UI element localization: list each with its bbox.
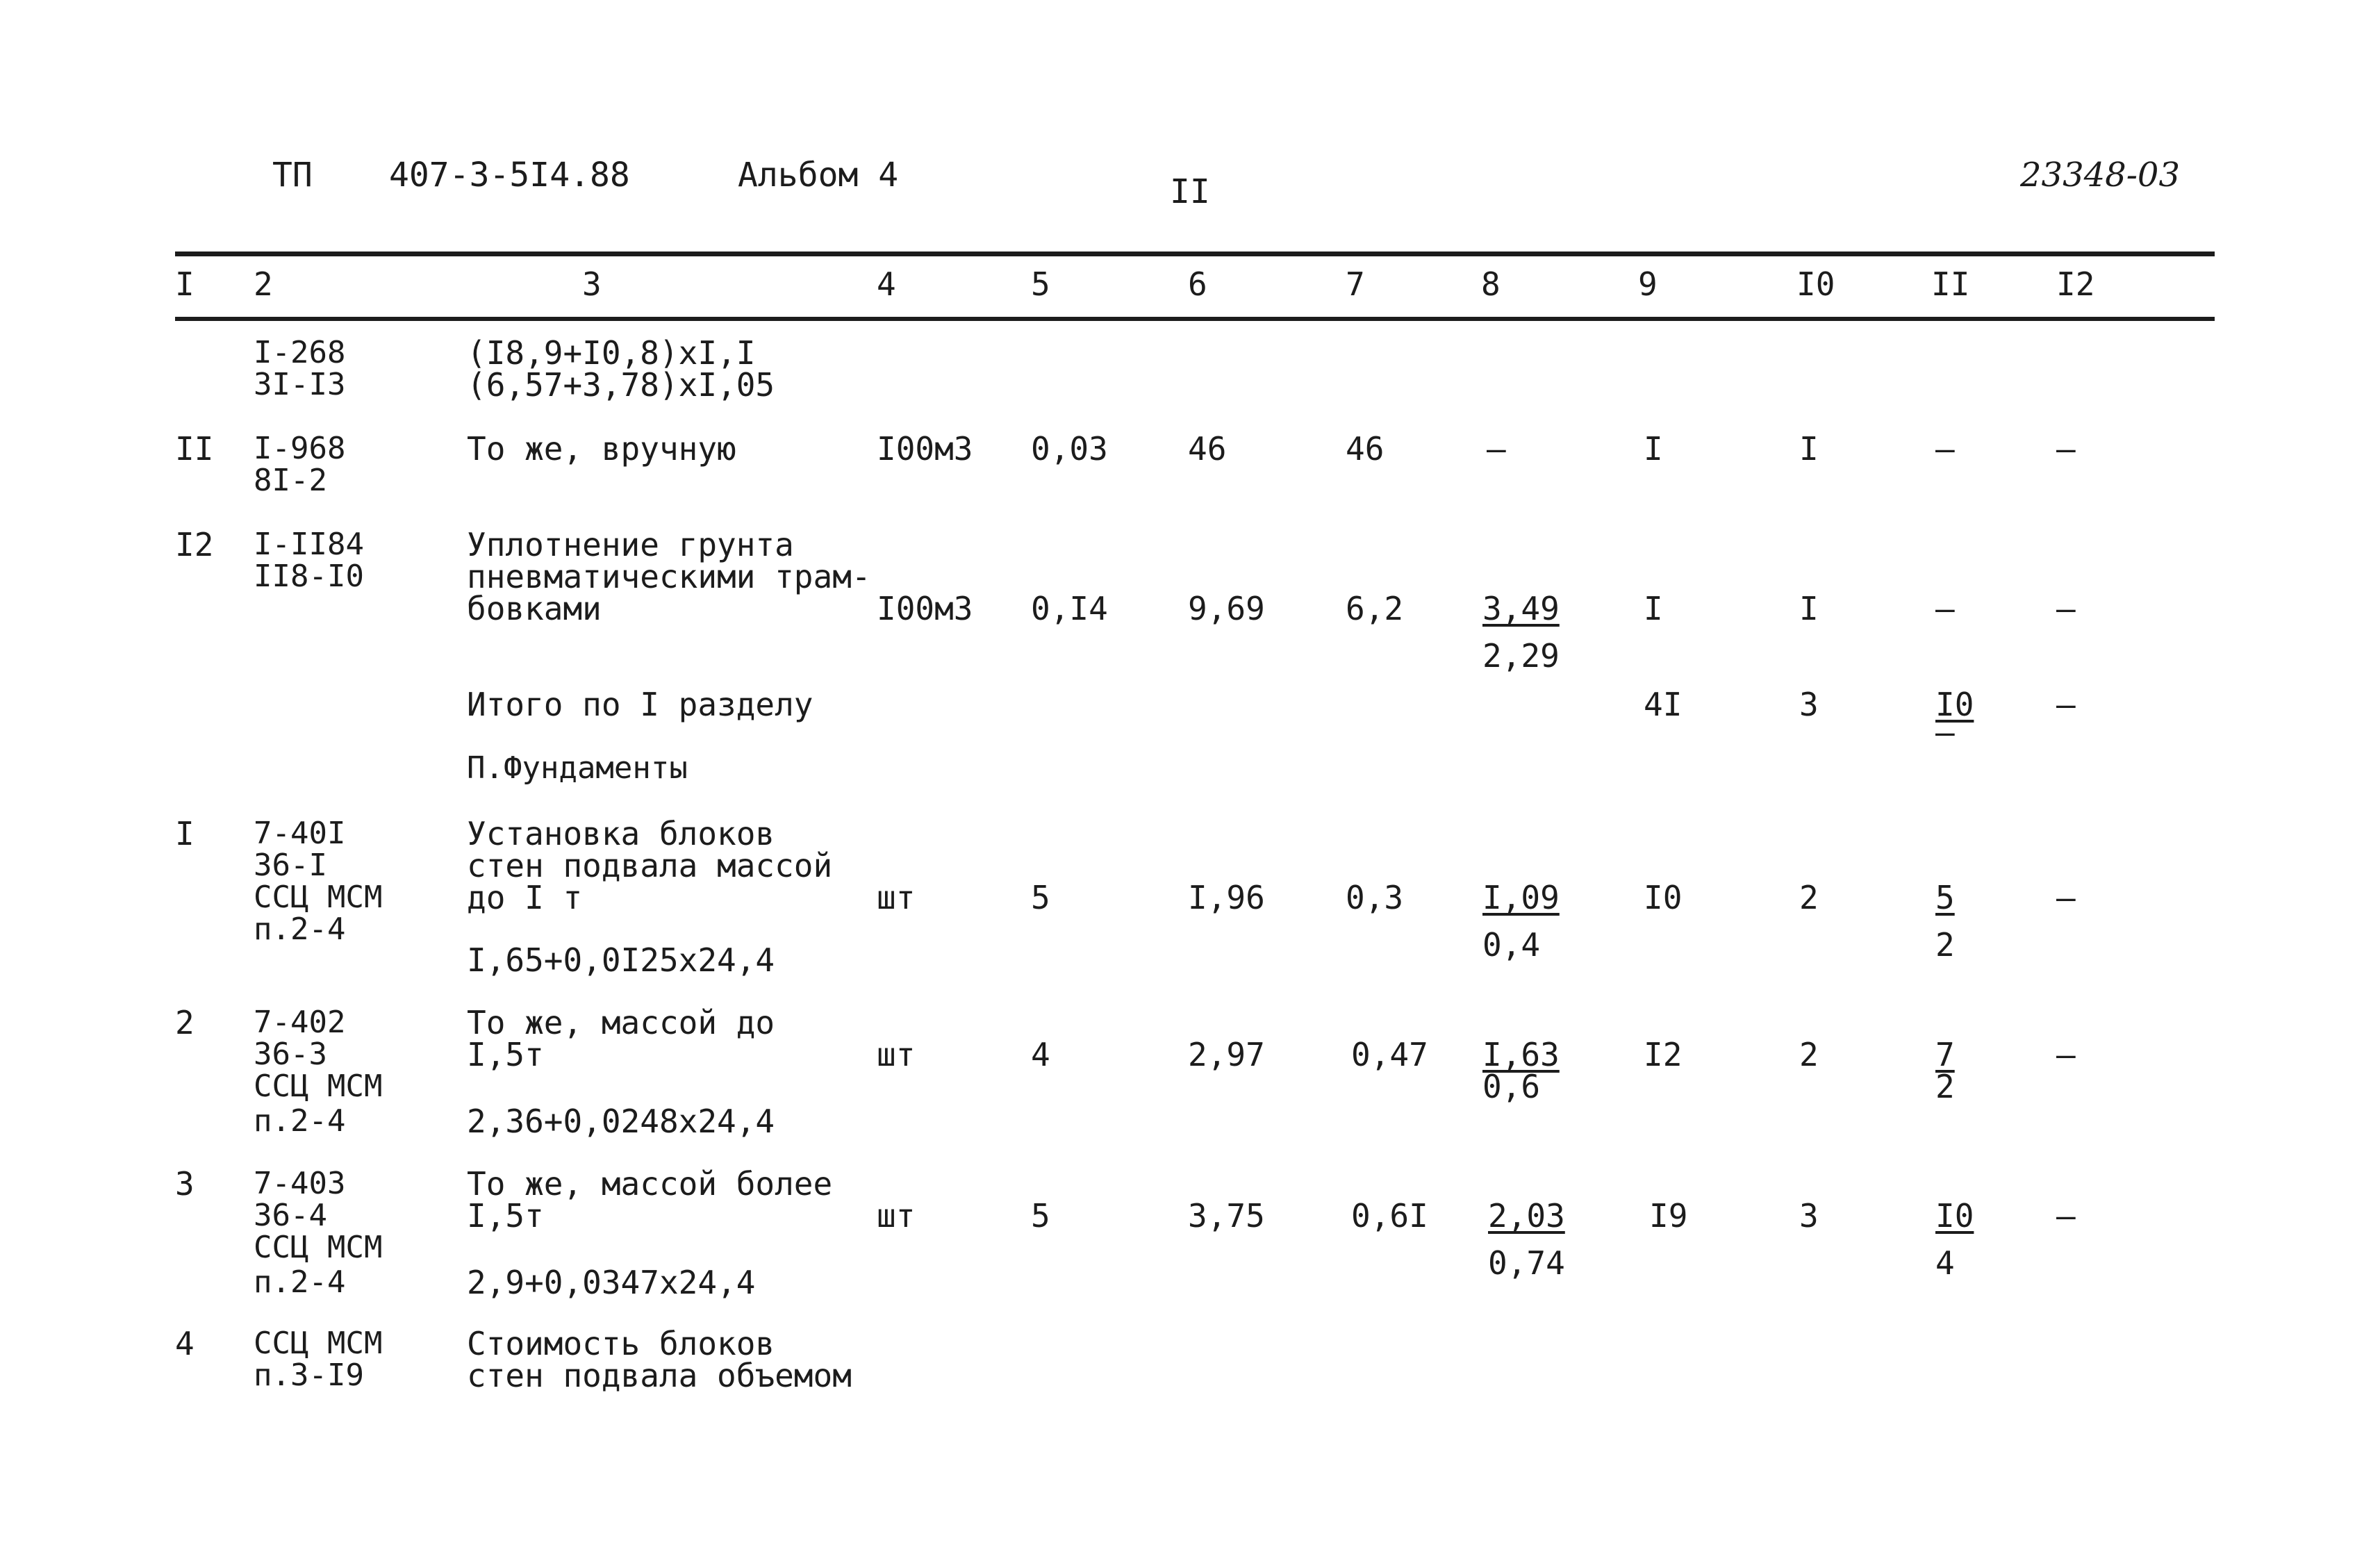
row-col6: 2,97 [1188, 1036, 1265, 1073]
row-col10: I [1799, 590, 1819, 627]
row-col10: 3 [1799, 686, 1819, 723]
table-top-rule [175, 251, 2215, 256]
row-number: I [175, 815, 195, 852]
row-col8-denominator: 0,4 [1482, 926, 1541, 964]
row-description-line: То же, вручную [467, 430, 736, 468]
row-col7: 46 [1346, 430, 1385, 468]
row-col11-denominator: 2 [1935, 926, 1955, 964]
row-col8-numerator: 3,49 [1482, 590, 1560, 627]
row-code-line: ССЦ МСМ [254, 880, 383, 915]
row-number: 3 [175, 1165, 195, 1203]
row-code-line: 36-I [254, 848, 327, 883]
album-label: Альбом 4 [738, 156, 899, 195]
row-col7: 6,2 [1346, 590, 1404, 627]
row-col6: 9,69 [1188, 590, 1265, 627]
doc-type: ТП [272, 156, 313, 195]
row-col12: – [2056, 686, 2076, 723]
row-col8-numerator: 2,03 [1488, 1197, 1565, 1235]
col-header-5: 5 [1031, 265, 1050, 303]
row-quantity: 0,03 [1031, 430, 1108, 468]
row-description-line: пневматическими трам- [467, 558, 871, 595]
row-code-line: п.2-4 [254, 1103, 346, 1139]
row-col7: 0,47 [1351, 1036, 1428, 1073]
row-number: 4 [175, 1325, 195, 1362]
col-header-12: I2 [2056, 265, 2095, 303]
row-col11-numerator: I0 [1935, 1197, 1974, 1235]
row-col9: I9 [1649, 1197, 1688, 1235]
row-col9: I2 [1644, 1036, 1683, 1073]
row-number: 2 [175, 1004, 195, 1041]
row-description-line: до I т [467, 879, 583, 916]
row-formula: 2,36+0,0248x24,4 [467, 1103, 775, 1140]
row-unit: шт [877, 1036, 916, 1073]
project-number: 407-3-5I4.88 [389, 156, 630, 195]
row-col10: I [1799, 430, 1819, 468]
row-code-line: ССЦ МСМ [254, 1230, 383, 1265]
row-col7: 0,6I [1351, 1197, 1428, 1235]
row-col11-numerator: 5 [1935, 879, 1955, 916]
page-number: II [1170, 172, 1210, 211]
row-col12: – [2056, 879, 2076, 916]
row-description-line: стен подвала объемом [467, 1357, 852, 1394]
row-quantity: 0,I4 [1031, 590, 1108, 627]
row-formula: 2,9+0,0347x24,4 [467, 1264, 756, 1301]
row-description-line: Уплотнение грунта [467, 526, 794, 563]
col-header-4: 4 [877, 265, 896, 303]
row-code-line: II8-I0 [254, 559, 364, 594]
row-col9: I0 [1644, 879, 1683, 916]
row-col8-numerator: I,09 [1482, 879, 1560, 916]
row-description-line: бовками [467, 590, 602, 627]
row-unit: шт [877, 879, 916, 916]
row-description-line: I,5т [467, 1197, 544, 1235]
row-col6: I,96 [1188, 879, 1265, 916]
table-header-rule [175, 317, 2215, 321]
row-col12: – [2056, 1036, 2076, 1073]
row-col9: 4I [1644, 686, 1683, 723]
row-code-line: 7-40I [254, 816, 346, 851]
row-unit: I00м3 [877, 430, 973, 468]
row-col10: 3 [1799, 1197, 1819, 1235]
col-header-7: 7 [1346, 265, 1365, 303]
row-code-line: I-268 [254, 335, 346, 370]
row-code-line: I-968 [254, 431, 346, 466]
row-quantity: 5 [1031, 879, 1050, 916]
row-code-line: ССЦ МСМ [254, 1326, 383, 1361]
row-code-line: 36-3 [254, 1037, 327, 1072]
row-col6: 46 [1188, 430, 1227, 468]
row-description-line: Стоимость блоков [467, 1325, 775, 1362]
row-code-line: 3I-I3 [254, 367, 346, 402]
row-description-line: (I8,9+I0,8)xI,I [467, 334, 756, 372]
row-col8-denominator: 0,74 [1488, 1244, 1565, 1282]
col-header-2: 2 [254, 265, 273, 303]
row-number: I2 [175, 526, 214, 563]
row-code-line: п.2-4 [254, 912, 346, 947]
row-code-line: I-II84 [254, 527, 364, 562]
row-col11: – [1935, 590, 1955, 627]
row-quantity: 5 [1031, 1197, 1050, 1235]
row-number: II [175, 430, 214, 468]
row-col8-numerator: I,63 [1482, 1036, 1560, 1073]
row-description-line: Установка блоков [467, 815, 775, 852]
col-header-6: 6 [1188, 265, 1207, 303]
col-header-3: 3 [582, 265, 602, 303]
row-col12: – [2056, 1197, 2076, 1235]
section-heading: П.Фундаменты [467, 750, 688, 786]
row-col7: 0,3 [1346, 879, 1404, 916]
row-col8-denominator: 2,29 [1482, 637, 1560, 675]
row-code-line: ССЦ МСМ [254, 1069, 383, 1104]
row-code-line: п.3-I9 [254, 1358, 364, 1393]
row-code-line: 8I-2 [254, 463, 327, 498]
row-formula: I,65+0,0I25x24,4 [467, 941, 775, 979]
row-code-line: 7-402 [254, 1005, 346, 1040]
row-col6: 3,75 [1188, 1197, 1265, 1235]
row-description-line: I,5т [467, 1036, 544, 1073]
row-description-line: То же, массой более [467, 1165, 833, 1203]
col-header-9: 9 [1638, 265, 1658, 303]
row-code-line: 7-403 [254, 1166, 346, 1201]
row-description-line: (6,57+3,78)xI,05 [467, 366, 775, 404]
row-description-line: То же, массой до [467, 1004, 775, 1041]
row-col9: I [1644, 590, 1663, 627]
row-col11-denominator: 4 [1935, 1244, 1955, 1282]
row-quantity: 4 [1031, 1036, 1050, 1073]
row-unit: I00м3 [877, 590, 973, 627]
row-col12: – [2056, 430, 2076, 468]
row-col12: – [2056, 590, 2076, 627]
row-col8: – [1487, 430, 1506, 468]
row-col11-denominator: – [1935, 713, 1955, 751]
col-header-8: 8 [1481, 265, 1501, 303]
row-col11-numerator: 7 [1935, 1036, 1955, 1073]
row-col9: I [1644, 430, 1663, 468]
col-header-11: II [1931, 265, 1970, 303]
col-header-1: I [175, 265, 195, 303]
row-col10: 2 [1799, 1036, 1819, 1073]
row-col10: 2 [1799, 879, 1819, 916]
col-header-10: I0 [1796, 265, 1835, 303]
archive-stamp: 23348-03 [2020, 156, 2180, 195]
row-col11-denominator: 2 [1935, 1068, 1955, 1105]
row-code-line: п.2-4 [254, 1264, 346, 1300]
section-total-label: Итого по I разделу [467, 686, 813, 723]
row-code-line: 36-4 [254, 1198, 327, 1233]
row-col11: – [1935, 430, 1955, 468]
row-description-line: стен подвала массой [467, 847, 833, 884]
row-unit: шт [877, 1197, 916, 1235]
row-col8-denominator: 0,6 [1482, 1068, 1541, 1105]
row-col11-numerator: I0 [1935, 686, 1974, 723]
